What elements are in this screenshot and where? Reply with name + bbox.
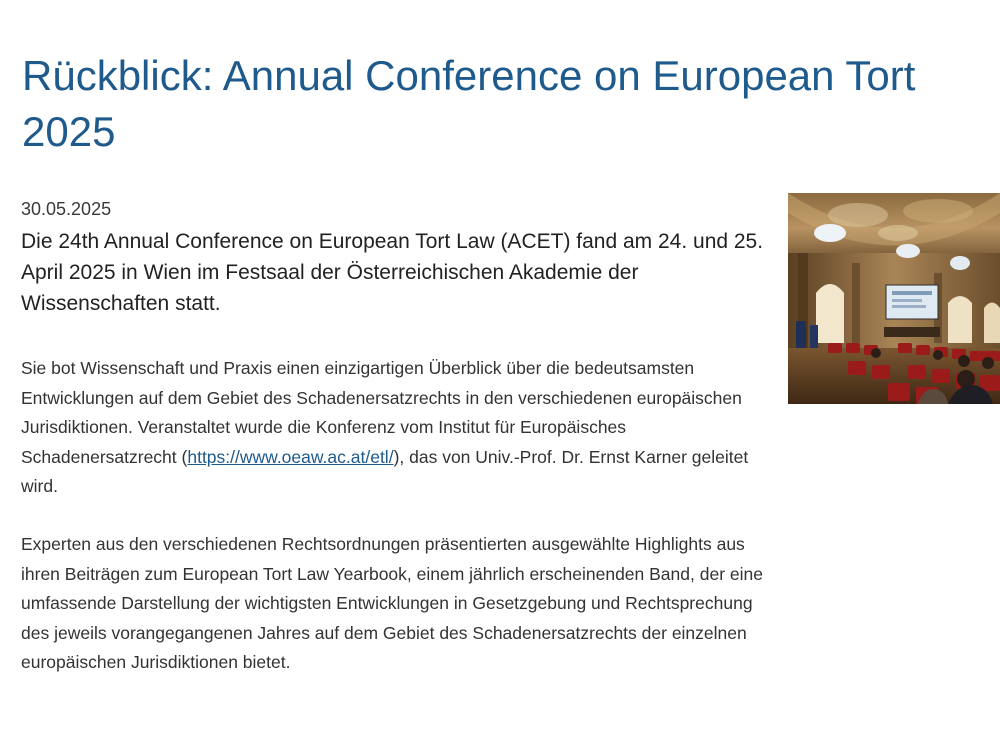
article-date: 30.05.2025 bbox=[21, 199, 112, 219]
article-paragraph-1 bbox=[21, 354, 781, 502]
paragraph-1-text-start: Sie bot Wissenschaft und Praxis einen einzigartigen Überblick über die bedeutsamsten Entwicklungen auf dem Gebiet des Schadenersatzrechts in den verschiedenen europäischen Jurisdiktionen. Veranstaltet wurde die Konferenz vom Institut für Europäisches Schadenersatzrecht ( bbox=[21, 358, 742, 467]
article-lead: Die 24th Annual Conference on European Tort Law (ACET) fand am 24. und 25. April 2025 in Wien im Festsaal der Österreichischen Akademie der Wissenschaften statt. bbox=[21, 230, 764, 315]
conference-hall-photo bbox=[788, 193, 1000, 404]
paragraph-1-text-end: ), das von Univ.-Prof. Dr. Ernst Karner geleitet wird. bbox=[21, 446, 749, 496]
article-paragraph-2: Experten aus den verschiedenen Rechtsordnungen präsentierten ausgewählte Highlights aus ihren Beiträgen zum European Tort Law Yearbook, einem jährlich erscheinenden Band, der eine umfassende Darstellung der wichtigsten Entwicklungen in Gesetzgebung und Rechtsprechung des jeweils vorangegangenen Jahres auf dem Gebiet des Schadenersatzrechts der einzelnen europäischen Jurisdiktionen bietet. bbox=[21, 534, 763, 672]
article-title: Rückblick: Annual Conference on European Tort 2025 bbox=[22, 52, 916, 155]
institute-link[interactable]: https://www.oeaw.ac.at/etl/ bbox=[187, 446, 394, 467]
